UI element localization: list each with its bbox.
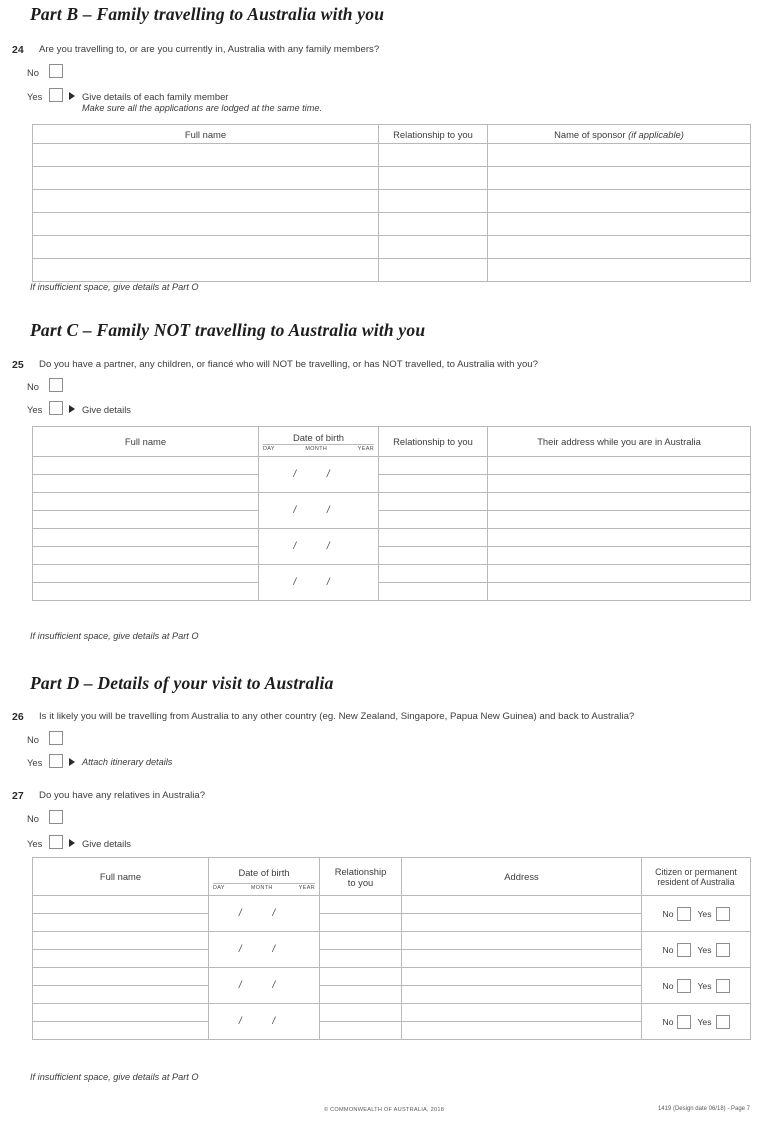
table-header-row — [33, 125, 751, 144]
question-24-number: 24 — [12, 44, 24, 56]
cell-date-of-birth[interactable]: / / — [259, 529, 379, 565]
cell-their-address[interactable] — [488, 565, 751, 583]
table-row — [33, 475, 751, 493]
table-row — [33, 236, 751, 259]
cell-relationship[interactable] — [379, 565, 488, 583]
cell-full-name[interactable] — [33, 144, 379, 167]
cell-full-name[interactable] — [33, 950, 209, 968]
question-26-yes-note: Attach itinerary details — [82, 757, 173, 767]
cell-sponsor[interactable] — [488, 144, 751, 167]
question-25-text: Do you have a partner, any children, or fiancé who will NOT be travelling, or has NOT travelled, to Australia with you? — [39, 359, 539, 370]
citizen-yes-checkbox[interactable] — [716, 1015, 730, 1029]
header-full-name: Full name — [33, 858, 209, 896]
cell-sponsor[interactable] — [488, 259, 751, 282]
cell-relationship[interactable] — [379, 511, 488, 529]
cell-address[interactable] — [402, 896, 642, 914]
question-24-yes-label: Yes — [27, 91, 43, 102]
cell-full-name[interactable] — [33, 583, 259, 601]
cell-full-name[interactable] — [33, 986, 209, 1004]
cell-their-address[interactable] — [488, 493, 751, 511]
cell-relationship[interactable] — [379, 493, 488, 511]
question-24-text: Are you travelling to, or are you currently in, Australia with any family members? — [39, 44, 380, 55]
cell-address[interactable] — [402, 986, 642, 1004]
part-b-insufficient-note: If insufficient space, give details at Part O — [30, 282, 199, 292]
citizen-no-label: No — [662, 1016, 674, 1027]
table-header-row — [33, 427, 751, 457]
question-25-yes-checkbox[interactable] — [49, 401, 63, 415]
citizen-no-checkbox[interactable] — [677, 907, 691, 921]
question-25-yes-row — [27, 401, 327, 417]
header-relationship: Relationship to you — [379, 125, 488, 144]
header-relationship: Relationship to you — [320, 858, 402, 896]
part-c-heading: Part C – Family NOT travelling to Australia with you — [30, 320, 426, 340]
question-24-yes-row — [27, 88, 467, 104]
footer-page-number: 1419 (Design date 06/18) - Page 7 — [657, 1106, 750, 1112]
cell-date-of-birth[interactable]: / / — [209, 932, 320, 968]
cell-full-name[interactable] — [33, 932, 209, 950]
citizen-yes-checkbox[interactable] — [716, 907, 730, 921]
cell-sponsor[interactable] — [488, 236, 751, 259]
cell-relationship[interactable] — [320, 914, 402, 932]
cell-full-name[interactable] — [33, 529, 259, 547]
cell-relationship[interactable] — [379, 259, 488, 282]
question-26-text: Is it likely you will be travelling from Australia to any other country (eg. New Zealand, Singapore, Papua New Guinea) and back to Australia? — [39, 711, 635, 722]
header-full-name: Full name — [33, 125, 379, 144]
arrow-right-icon — [69, 839, 75, 847]
citizen-no-checkbox[interactable] — [677, 943, 691, 957]
cell-full-name[interactable] — [33, 565, 259, 583]
cell-relationship[interactable] — [379, 144, 488, 167]
cell-citizen — [642, 1004, 751, 1040]
part-d-relatives-table — [32, 857, 751, 1040]
cell-date-of-birth[interactable]: / / — [259, 493, 379, 529]
question-24-yes-checkbox[interactable] — [49, 88, 63, 102]
question-26-yes-label: Yes — [27, 757, 43, 768]
table-row — [33, 213, 751, 236]
cell-relationship[interactable] — [379, 583, 488, 601]
citizen-yes-label: Yes — [697, 980, 712, 991]
question-25-number: 25 — [12, 359, 24, 371]
cell-address[interactable] — [402, 968, 642, 986]
question-25-yes-follow: Give details — [82, 404, 131, 415]
cell-date-of-birth[interactable]: / / — [259, 565, 379, 601]
cell-full-name[interactable] — [33, 190, 379, 213]
table-row — [33, 457, 751, 475]
cell-full-name[interactable] — [33, 493, 259, 511]
cell-relationship[interactable] — [379, 529, 488, 547]
cell-relationship[interactable] — [379, 213, 488, 236]
question-24-no-row — [27, 64, 327, 80]
cell-full-name[interactable] — [33, 896, 209, 914]
question-25-no-label: No — [27, 381, 39, 392]
cell-their-address[interactable] — [488, 583, 751, 601]
part-b-heading: Part B – Family travelling to Australia with you — [30, 4, 385, 24]
cell-their-address[interactable] — [488, 511, 751, 529]
citizen-no-checkbox[interactable] — [677, 979, 691, 993]
citizen-no-label: No — [662, 908, 674, 919]
dob-sub-day: DAY — [213, 885, 225, 891]
cell-relationship[interactable] — [320, 986, 402, 1004]
header-citizen: Citizen or permanent resident of Australia — [642, 858, 751, 896]
question-26-number: 26 — [12, 711, 24, 723]
cell-date-of-birth[interactable]: / / — [209, 896, 320, 932]
citizen-yes-label: Yes — [697, 1016, 712, 1027]
cell-full-name[interactable] — [33, 547, 259, 565]
cell-date-of-birth[interactable]: / / — [259, 457, 379, 493]
question-26-no-label: No — [27, 734, 39, 745]
cell-their-address[interactable] — [488, 457, 751, 475]
table-row — [33, 190, 751, 213]
header-relationship: Relationship to you — [379, 427, 488, 457]
cell-full-name[interactable] — [33, 1004, 209, 1022]
question-27-yes-row — [27, 835, 327, 851]
table-row — [33, 167, 751, 190]
header-date-of-birth: Date of birth DAY MONTH YEAR — [209, 858, 320, 896]
question-27-no-row — [27, 810, 327, 826]
table-row — [33, 968, 751, 986]
cell-relationship[interactable] — [379, 475, 488, 493]
cell-citizen — [642, 968, 751, 1004]
question-25-no-row — [27, 378, 327, 394]
cell-relationship[interactable] — [320, 950, 402, 968]
header-sponsor: Name of sponsor (if applicable) — [488, 125, 751, 144]
cell-full-name[interactable] — [33, 914, 209, 932]
cell-relationship[interactable] — [379, 236, 488, 259]
cell-sponsor[interactable] — [488, 213, 751, 236]
dob-sub-year: YEAR — [357, 446, 374, 452]
table-row — [33, 529, 751, 547]
dob-sub-year: YEAR — [298, 885, 315, 891]
cell-address[interactable] — [402, 1004, 642, 1022]
cell-their-address[interactable] — [488, 529, 751, 547]
question-27-no-checkbox[interactable] — [49, 810, 63, 824]
header-date-of-birth: Date of birth DAY MONTH YEAR — [259, 427, 379, 457]
cell-address[interactable] — [402, 950, 642, 968]
table-row — [33, 932, 751, 950]
cell-relationship[interactable] — [379, 457, 488, 475]
question-26-no-checkbox[interactable] — [49, 731, 63, 745]
cell-address[interactable] — [402, 914, 642, 932]
cell-address[interactable] — [402, 932, 642, 950]
footer-copyright: © COMMONWEALTH OF AUSTRALIA, 2018 — [323, 1107, 445, 1113]
table-row — [33, 259, 751, 282]
cell-full-name[interactable] — [33, 1022, 209, 1040]
cell-relationship[interactable] — [379, 167, 488, 190]
cell-relationship[interactable] — [320, 1004, 402, 1022]
cell-date-of-birth[interactable]: / / — [209, 1004, 320, 1040]
cell-full-name[interactable] — [33, 259, 379, 282]
citizen-no-label: No — [662, 944, 674, 955]
part-c-insufficient-note: If insufficient space, give details at Part O — [30, 631, 199, 641]
cell-citizen — [642, 932, 751, 968]
table-row — [33, 144, 751, 167]
question-25-yes-label: Yes — [27, 404, 43, 415]
cell-relationship[interactable] — [379, 190, 488, 213]
dob-sub-month: MONTH — [305, 446, 328, 452]
part-c-family-table — [32, 426, 751, 601]
cell-relationship[interactable] — [320, 968, 402, 986]
table-row — [33, 896, 751, 914]
cell-sponsor[interactable] — [488, 190, 751, 213]
cell-full-name[interactable] — [33, 236, 379, 259]
part-d-heading: Part D – Details of your visit to Australia — [30, 673, 334, 693]
cell-citizen — [642, 896, 751, 932]
question-27-text: Do you have any relatives in Australia? — [39, 790, 206, 801]
cell-full-name[interactable] — [33, 968, 209, 986]
cell-full-name[interactable] — [33, 213, 379, 236]
question-26-no-row — [27, 731, 327, 747]
cell-relationship[interactable] — [379, 547, 488, 565]
dob-sub-month: MONTH — [250, 885, 273, 891]
table-row — [33, 583, 751, 601]
cell-sponsor[interactable] — [488, 167, 751, 190]
cell-full-name[interactable] — [33, 511, 259, 529]
question-27-yes-checkbox[interactable] — [49, 835, 63, 849]
question-27-number: 27 — [12, 790, 24, 802]
cell-address[interactable] — [402, 1022, 642, 1040]
table-header-row — [33, 858, 751, 896]
cell-full-name[interactable] — [33, 475, 259, 493]
arrow-right-icon — [69, 758, 75, 766]
question-27-no-label: No — [27, 813, 39, 824]
cell-their-address[interactable] — [488, 475, 751, 493]
citizen-no-label: No — [662, 980, 674, 991]
question-26-yes-checkbox[interactable] — [49, 754, 63, 768]
question-24-yes-follow: Give details of each family member — [82, 91, 229, 102]
question-27-yes-follow: Give details — [82, 838, 131, 849]
citizen-yes-label: Yes — [697, 908, 712, 919]
question-25-no-checkbox[interactable] — [49, 378, 63, 392]
question-26-yes-row — [27, 754, 347, 770]
question-27-yes-label: Yes — [27, 838, 43, 849]
citizen-yes-label: Yes — [697, 944, 712, 955]
header-full-name: Full name — [33, 427, 259, 457]
citizen-yes-checkbox[interactable] — [716, 979, 730, 993]
part-b-family-table — [32, 124, 751, 282]
cell-relationship[interactable] — [320, 932, 402, 950]
cell-full-name[interactable] — [33, 167, 379, 190]
table-row — [33, 511, 751, 529]
arrow-right-icon — [69, 92, 75, 100]
citizen-yes-checkbox[interactable] — [716, 943, 730, 957]
cell-relationship[interactable] — [320, 1022, 402, 1040]
cell-date-of-birth[interactable]: / / — [209, 968, 320, 1004]
question-24-no-checkbox[interactable] — [49, 64, 63, 78]
header-address: Address — [402, 858, 642, 896]
table-row — [33, 547, 751, 565]
question-24-yes-note: Make sure all the applications are lodged at the same time. — [82, 103, 323, 113]
cell-their-address[interactable] — [488, 547, 751, 565]
question-24-no-label: No — [27, 67, 39, 78]
citizen-no-checkbox[interactable] — [677, 1015, 691, 1029]
table-row — [33, 565, 751, 583]
arrow-right-icon — [69, 405, 75, 413]
cell-full-name[interactable] — [33, 457, 259, 475]
table-row — [33, 493, 751, 511]
dob-sub-day: DAY — [263, 446, 275, 452]
cell-relationship[interactable] — [320, 896, 402, 914]
table-row — [33, 1004, 751, 1022]
part-d-insufficient-note: If insufficient space, give details at Part O — [30, 1072, 199, 1082]
header-their-address: Their address while you are in Australia — [488, 427, 751, 457]
